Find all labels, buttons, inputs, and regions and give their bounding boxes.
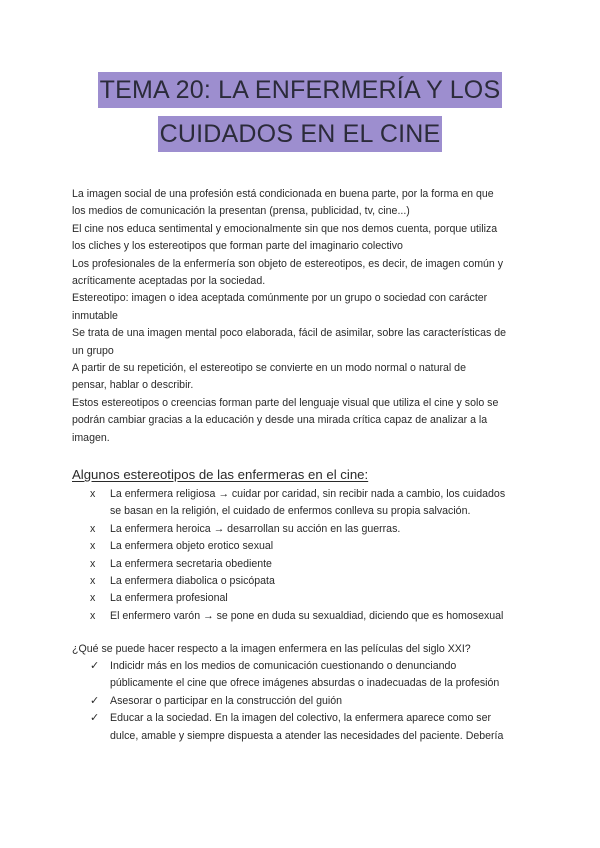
list-item: [90, 658, 530, 693]
x-bullet-icon: x: [90, 575, 96, 588]
list-item-line: La enfermera heroica → desarrollan su acción en las guerras.: [110, 522, 401, 535]
list-item: [90, 693, 530, 710]
list-item: [90, 556, 530, 573]
x-bullet-icon: x: [90, 592, 96, 605]
list-item: [90, 521, 530, 538]
list-item-line: La enfermera objeto erotico sexual: [110, 540, 274, 553]
title-line-2: CUIDADOS EN EL CINE: [158, 116, 443, 152]
intro-paragraphs: [72, 186, 532, 447]
list-item-line: se basan en la religión, el cuidado de enfermos conlleva su propia salvación.: [110, 505, 471, 518]
list-item-line: Asesorar o participar en la construcción del guión: [110, 694, 343, 707]
text-line: un grupo: [72, 344, 114, 357]
list-item: [90, 710, 530, 745]
text-line: pensar, hablar o describir.: [72, 379, 194, 392]
text-line: A partir de su repetición, el estereotipo se convierte en un modo normal o natural de: [72, 362, 466, 375]
list-item: [90, 538, 530, 555]
list-item: [90, 573, 530, 590]
list-item-line: La enfermera religiosa → cuidar por caridad, sin recibir nada a cambio, los cuidados: [110, 488, 506, 500]
checkmark-icon: ✓: [90, 660, 100, 672]
list-item-line: La enfermera secretaria obediente: [110, 557, 272, 570]
text-line: acríticamente aceptadas por la sociedad.: [72, 275, 266, 288]
x-bullet-icon: x: [90, 522, 96, 535]
x-bullet-icon: x: [90, 488, 96, 500]
text-line: Los profesionales de la enfermería son objeto de estereotipos, es decir, de imagen común y: [72, 257, 504, 270]
x-bullet-icon: x: [90, 540, 96, 553]
list-item-line: Indicidr más en los medios de comunicación cuestionando o denunciando: [110, 660, 457, 672]
list-item: [90, 486, 530, 521]
text-line: Se trata de una imagen mental poco elaborada, fácil de asimilar, sobre las características de: [72, 327, 506, 340]
list-item: [90, 590, 530, 607]
text-line: La imagen social de una profesión está condicionada en buena parte, por la forma en que: [72, 188, 494, 200]
list-item-line: El enfermero varón → se pone en duda su sexualdiad, diciendo que es homosexual: [110, 609, 504, 622]
text-line: los medios de comunicación la presentan (prensa, publicidad, tv, cine...): [72, 205, 410, 218]
checkmark-icon: ✓: [90, 712, 100, 725]
checkmark-icon: ✓: [90, 694, 100, 707]
list-item-line: La enfermera diabolica o psicópata: [110, 575, 275, 588]
list-item-line: Educar a la sociedad. En la imagen del colectivo, la enfermera aparece como ser: [110, 712, 491, 725]
text-line: El cine nos educa sentimental y emocionalmente sin que nos demos cuenta, porque utiliza: [72, 222, 498, 235]
answer-list: [90, 658, 530, 745]
title-line-1: TEMA 20: LA ENFERMERÍA Y LOS: [98, 72, 503, 108]
stereotype-list: [90, 486, 530, 625]
text-line: los cliches y los estereotipos que forman parte del imaginario colectivo: [72, 240, 403, 253]
text-line: inmutable: [72, 309, 118, 322]
text-line: podrán cambiar gracias a la educación y desde una mirada crítica capaz de analizar a la: [72, 414, 488, 427]
x-bullet-icon: x: [90, 557, 96, 570]
list-item: [90, 608, 530, 625]
x-bullet-icon: x: [90, 609, 96, 622]
list-item-line: dulce, amable y siempre dispuesta a atender las necesidades del paciente. Debería: [110, 729, 504, 742]
list-item-line: La enfermera profesional: [110, 592, 228, 605]
question-text: ¿Qué se puede hacer respecto a la imagen enfermera en las películas del siglo XXI?: [72, 643, 471, 655]
text-line: imagen.: [72, 431, 110, 444]
list-item-line: públicamente el cine que ofrece imágenes absurdas o inadecuadas de la profesión: [110, 677, 500, 690]
section-heading: Algunos estereotipos de las enfermeras en el cine:: [72, 467, 369, 482]
text-line: Estos estereotipos o creencias forman parte del lenguaje visual que utiliza el cine y solo se: [72, 396, 499, 409]
text-line: Estereotipo: imagen o idea aceptada comúnmente por un grupo o sociedad con carácter: [72, 292, 488, 305]
page-title: [0, 72, 600, 152]
